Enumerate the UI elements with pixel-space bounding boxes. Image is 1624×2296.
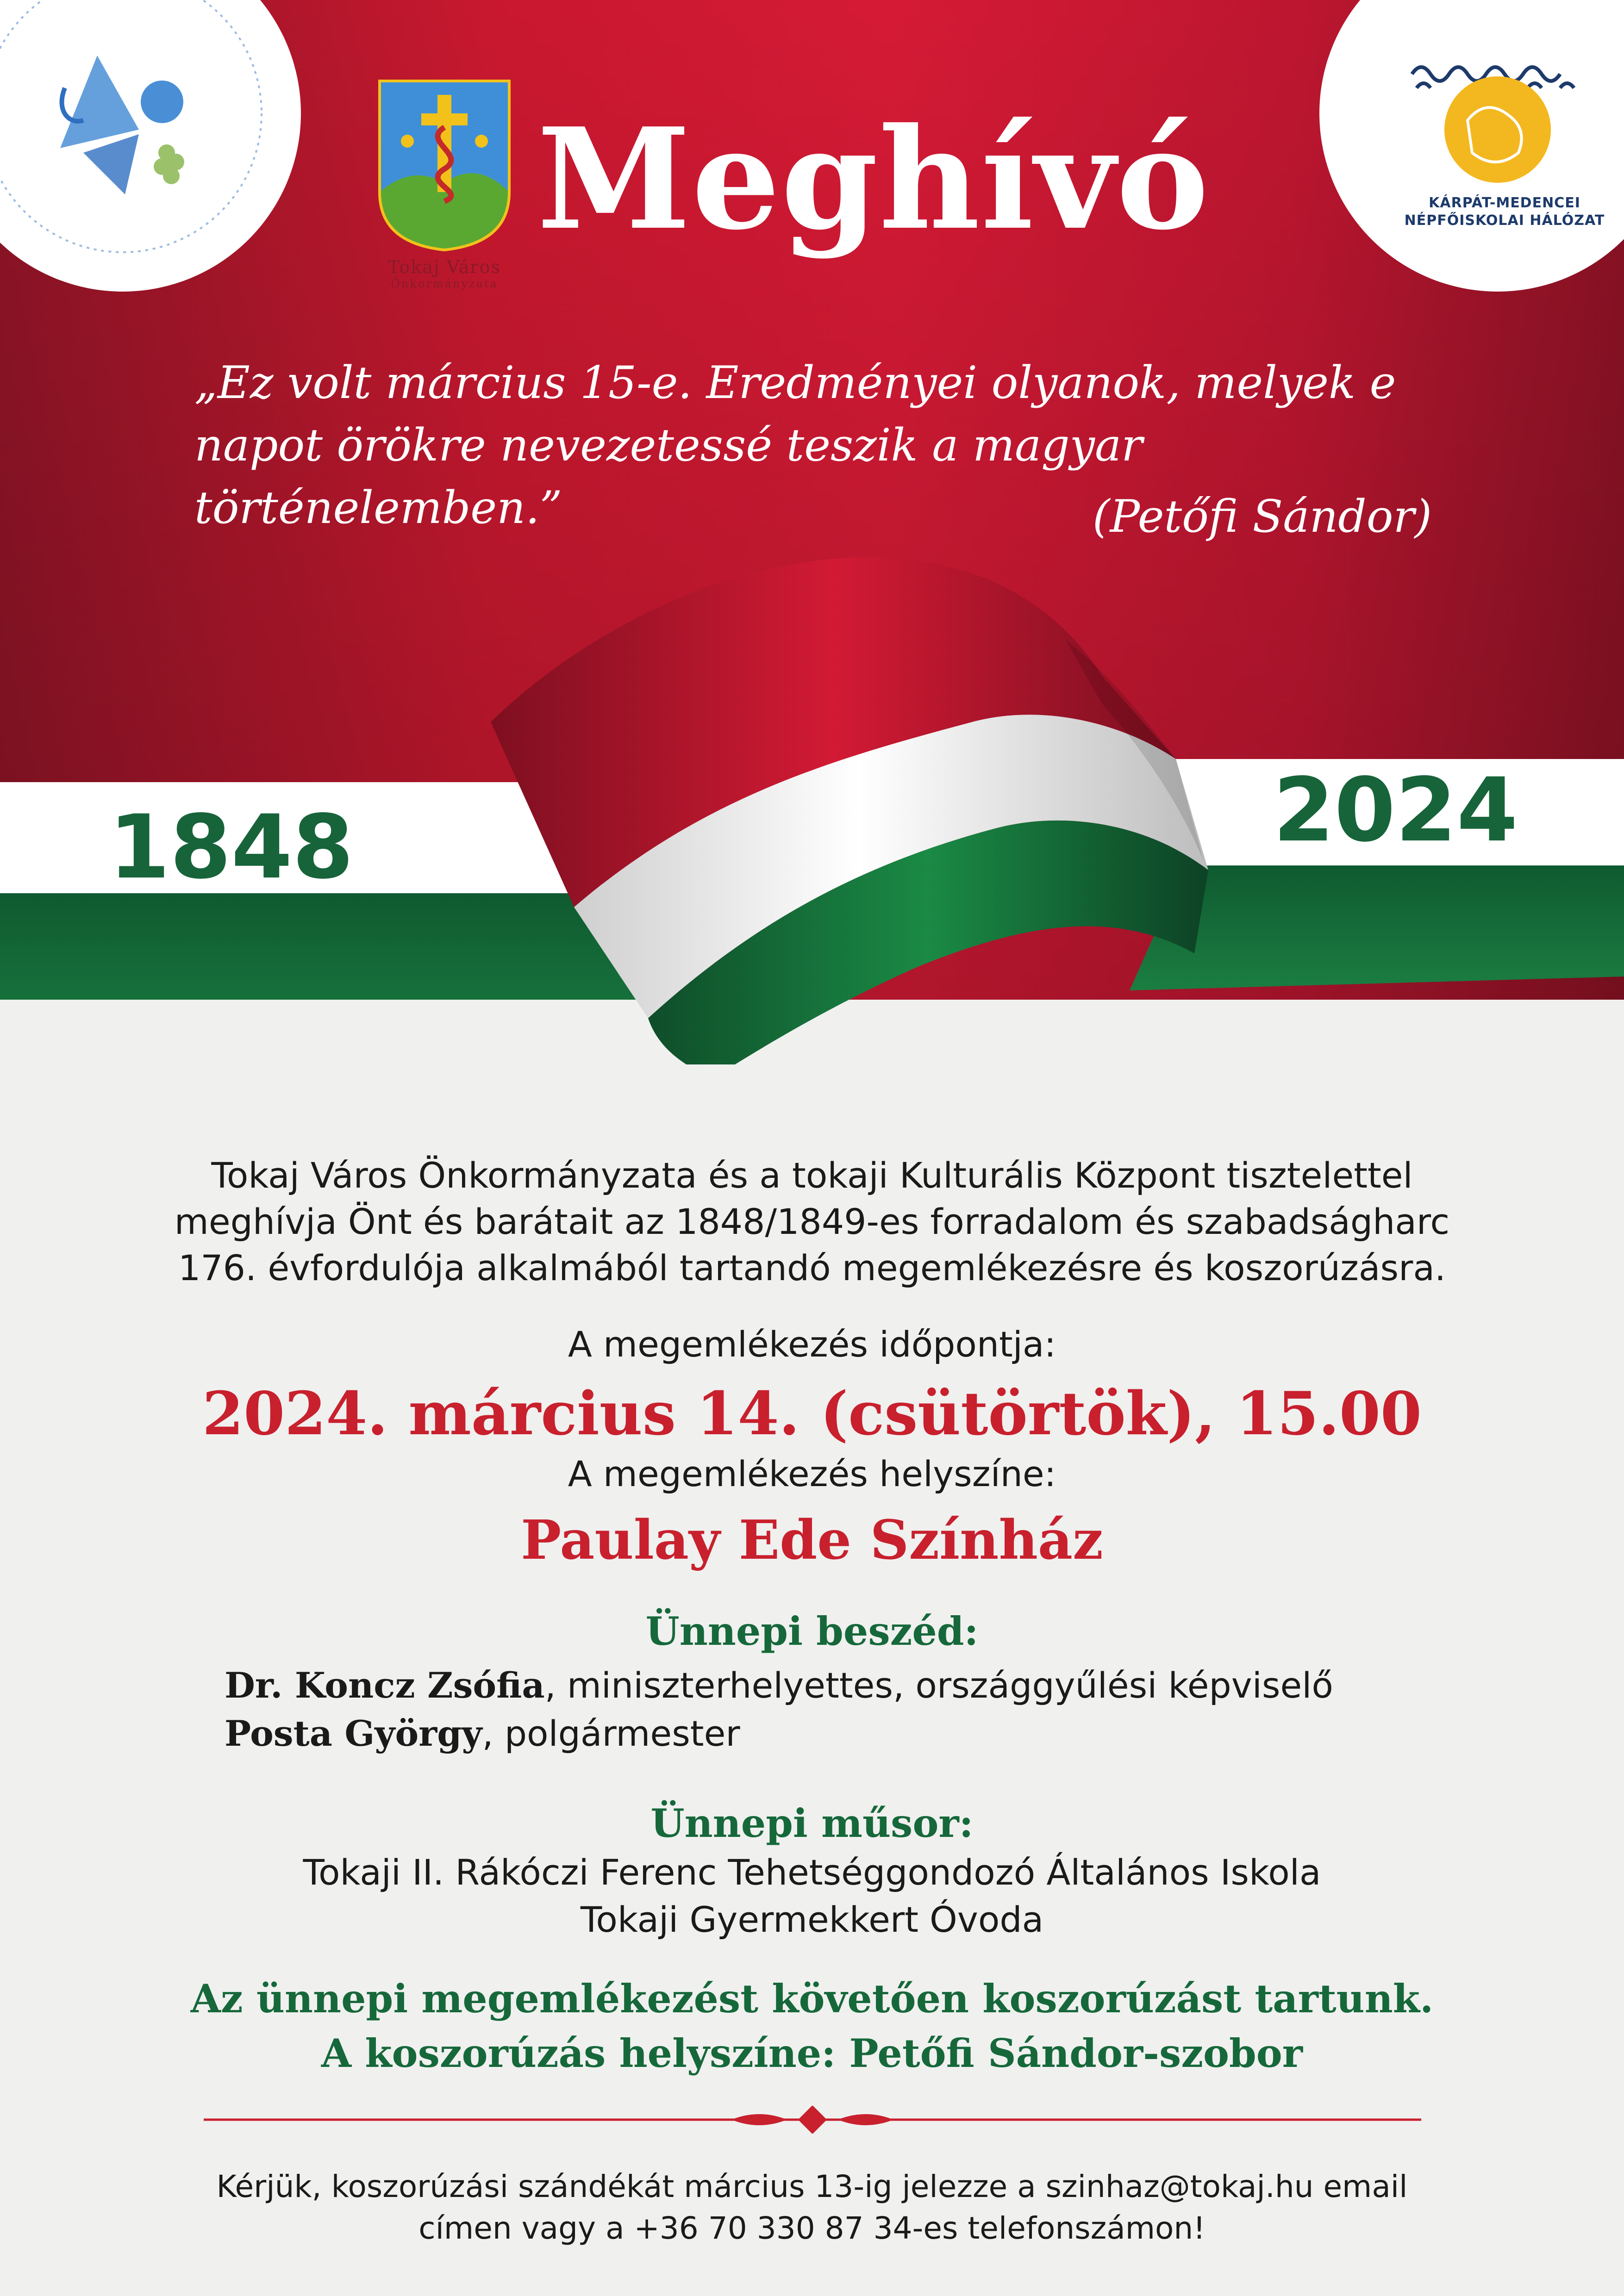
time-label: A megemlékezés időpontja: [568,1324,1056,1365]
speech-heading: Ünnepi beszéd: [645,1608,979,1654]
wreath-line-1: Az ünnepi megemlékezést követően koszorúzást tartunk. [190,1976,1434,2022]
speakers-list [225,1661,1333,1758]
crest-caption [352,257,537,290]
speaker-2-name: Posta György [225,1713,482,1754]
intro-line-3: 176. évfordulója alkalmából tartandó megemlékezésre és koszorúzásra. [178,1247,1446,1288]
tokaj-coat-of-arms [375,76,514,254]
page-title: Meghívó [537,97,1210,261]
intro-line-2: meghívja Önt és barátait az 1848/1849-es forradalom és szabadságharc [174,1201,1450,1242]
program-item-2: Tokaji Gyermekkert Óvoda [580,1899,1044,1940]
program-item-1: Tokaji II. Rákóczi Ferenc Tehetséggondozó Általános Iskola [303,1852,1321,1893]
ornamental-divider [204,2106,1421,2134]
intro-line-1: Tokaj Város Önkormányzata és a tokaji Kulturális Központ tisztelettel [211,1155,1413,1196]
carpathian-basin-icon [1319,0,1624,292]
event-date-time: 2024. március 14. (csütörtök), 15.00 [202,1379,1422,1449]
footer-line-1: Kérjük, koszorúzási szándékát március 13-ig jelezze a szinhaz@tokaj.hu email [216,2169,1408,2204]
quote-author: (Petőfi Sándor) [1093,491,1432,542]
place-label: A megemlékezés helyszíne: [568,1453,1056,1494]
speaker-1-name: Dr. Koncz Zsófia [225,1665,545,1706]
network-name [1370,194,1624,230]
invitation-intro [0,1152,1624,1291]
footer-line-2: címen vagy a +36 70 330 87 34-es telefonszámon! [418,2210,1206,2246]
crest-caption-line1: Tokaj Város [388,257,501,277]
speaker-1 [225,1661,1333,1710]
coat-of-arms-icon [375,76,514,252]
event-venue: Paulay Ede Színház [521,1509,1103,1572]
cultural-center-logo [0,0,301,292]
quote-text: „Ez volt március 15-e. Eredményei olyanok, melyek e napot örökre nevezetessé teszik a magyar történelemben.” [194,357,1396,534]
theater-masks-icon [0,0,301,292]
year-2024: 2024 [1273,759,1518,861]
divider-ornament-icon [204,2106,1421,2134]
program-list [0,1849,1624,1943]
wreath-line-2: A koszorúzás helyszíne: Petőfi Sándor-szobor [321,2030,1303,2076]
speaker-2 [225,1710,1333,1758]
wreath-notice [0,1972,1624,2081]
speaker-2-role: , polgármester [482,1713,740,1754]
network-name-line2: NÉPFŐISKOLAI HÁLÓZAT [1404,212,1605,229]
footer-note [0,2166,1624,2249]
year-1848: 1848 [109,796,354,898]
program-heading: Ünnepi műsor: [650,1800,974,1846]
network-name-line1: KÁRPÁT-MEDENCEI [1429,195,1580,211]
folk-school-network-logo [1319,0,1624,292]
crest-caption-line2: Önkormányzata [391,277,498,290]
speaker-1-role: , miniszterhelyettes, országgyűlési képviselő [544,1665,1333,1706]
